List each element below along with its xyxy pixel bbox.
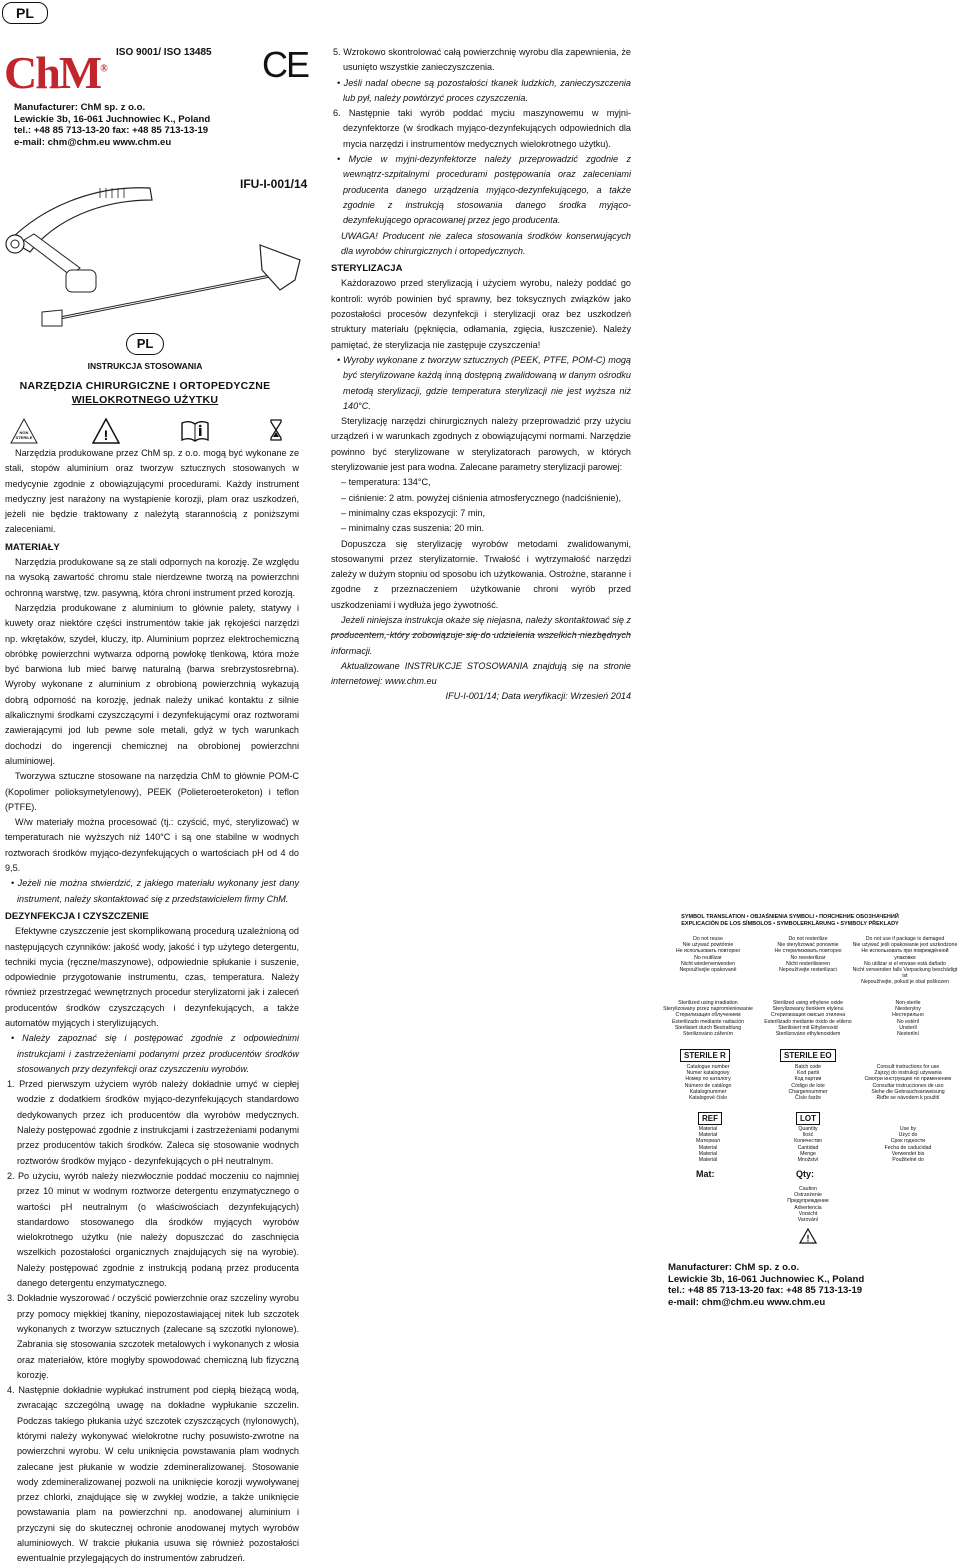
sterilization-paragraph-2: Sterylizację narzędzi chirurgicznych należy przeprowadzić przy użyciu urządzeń i w warunkach zgodnych z obowiązującymi normami. Narzędzie powinno być sterylizowane w sterylizatorach parowych, w których sterylizowanie jest para wodna. Zalecane parametry sterylizacji parowej: bbox=[331, 416, 631, 473]
lot-box: LOT bbox=[796, 1108, 820, 1126]
contact-paragraph: Jeżeli niniejsza instrukcja okaże się niejasna, należy skontaktować się z producentem, który zobowiązuje się do udzielenia wszelkich niezbędnych informacji. bbox=[331, 614, 631, 656]
manufacturer-block-footer: Manufacturer: ChM sp. z o.o. Lewickie 3b, 16-061 Juchnowiec K., Poland tel.: +48 85 713-13-20 fax: +48 85 713-13-19 e-mail: chm@chm.eu www.chm.eu bbox=[668, 1262, 865, 1308]
website-paragraph: Aktualizowane INSTRUKCJE STOSOWANIA znajdują się na stronie internetowej: www.chm.eu bbox=[331, 660, 631, 687]
instrument-illustration bbox=[0, 180, 320, 330]
step-5-note: • Jeśli nadal obecne są pozostałości tkanek ludzkich, zanieczyszczenia lub pył, należy powtórzyć proces czyszczenia. bbox=[337, 77, 631, 103]
svg-text:!: ! bbox=[806, 1233, 810, 1244]
right-column bbox=[331, 45, 631, 705]
warning-note: UWAGA! Producent nie zaleca stosowania środków konserwujących dla wyrobów chirurgicznych i ortopedycznych. bbox=[341, 230, 631, 256]
sterilization-paragraph-3: Dopuszcza się sterylizację wyrobów metodami zwalidowanymi, stosowanymi przez sterylizatornie. Trwałość i wytrzymałość narzędzi zależy w dużym stopniu od sposobu ich użytkowania. Ostrożne, staranne i zgodne z przeznaczeniem użytkowanie chroni wyrób przed uszkodzeniami i wydłuża jego żywotność. bbox=[331, 538, 631, 610]
symbol-quantity: Quantity Ilość Количество Cantidad Menge Množství bbox=[794, 1126, 822, 1164]
symbol-material: Material Materiał Материал Material Material Materiál bbox=[695, 1126, 721, 1164]
symbol-batch: Batch code Kod partii Код партии Código de lote Chargennummer Číslo šarže bbox=[788, 1064, 828, 1102]
symbol-irradiation: Sterilized using irradiation Sterylizowany przez napromieniowanie Стерилизация облучением Esterilizado mediante radiación Sterilisiert durch Bestrahlung Sterilizováno zářením bbox=[663, 1000, 753, 1038]
language-badge: PL bbox=[2, 2, 48, 24]
symbol-caution: Caution Ostrzeżenie Предупреждение Advertencia Vorsicht Varování bbox=[787, 1186, 829, 1224]
section-sterilization-heading: STERYLIZACJA bbox=[331, 263, 403, 275]
symbol-do-not-resterilize: Do not resterilize Nie sterylizować ponownie Не стерилизовать повторно No reesterilizar Nicht resterilisieren Nepoužívejte resterilizaci bbox=[774, 936, 842, 974]
materials-paragraph-1: Narzędzia produkowane są ze stali odpornych na korozję. Ze względu na wysoką zawartość chromu stale nierdzewne tworzą na powierzchni ochronną warstwę, tzw. pasywną, która chroni instrument przed korozją. bbox=[5, 557, 299, 598]
ifu-code: IFU-I-001/14 bbox=[240, 177, 308, 191]
consult-instructions-icon bbox=[180, 420, 210, 447]
intro-paragraph: Narzędzia produkowane przez ChM sp. z o.o. mogą być wykonane ze stali, stopów aluminium oraz tworzyw sztucznych stosowanych w medycynie zgodnie z obowiązującymi procedurami. Każdy instrument medyczny jest narażony na wystąpienie korozji, plam oraz uszkodzeń, jeżeli nie będzie traktowany z należytą starannością z poniższymi zaleceniami. bbox=[5, 448, 299, 535]
param-exposure: – minimalny czas ekspozycji: 7 min, bbox=[341, 507, 486, 518]
symbols-header: SYMBOL TRANSLATION • OBJAŚNIENIA SYMBOLI • ПОЯСНЕНИЕ ОБОЗНАЧЕНИЙ EXPLICACIÓN DE LOS SÍMBOLOS • SYMBOLERKLÄRUNG • SYMBOLY PŘEKLADY bbox=[681, 914, 899, 927]
document-subtitle: WIELOKROTNEGO UŻYTKU bbox=[71, 394, 219, 406]
param-temperature: – temperatura: 134°C, bbox=[341, 477, 431, 488]
symbol-ethylene-oxide: Sterilized using ethylene oxide Sterylizowany tlenkiem etylenu Стерилизация окисью этилена Esterilizado mediante óxido de etileno Sterilisiert mit Ethylenoxid Sterilizováno ethylenoxidem bbox=[764, 1000, 852, 1038]
non-sterile-icon: NON STERILE bbox=[10, 418, 38, 444]
step-3: 3. Dokładnie wyszorować / oczyścić powierzchnie oraz szczeliny wyrobu przy pomocy miękkiej tkaniny, niepozostawiającej nitek lub szczotek wykonanych z tworzyw sztucznych (zalecane są szczotki nylonowe). Zabrania się stosowania szczotek metalowych i wykonanych z włosia oraz materiałów, które mogłyby spowodować chemiczną lub fizyczną korozję. bbox=[7, 1293, 299, 1380]
manufacturer-block: Manufacturer: ChM sp. z o.o. Lewickie 3b, 16-061 Juchnowiec K., Poland tel.: +48 85 713-13-20 fax: +48 85 713-13-19 e-mail: chm@chm.eu www.chm.eu bbox=[14, 102, 211, 148]
footer-divider bbox=[331, 634, 631, 635]
instructions-label: INSTRUKCJA STOSOWANIA bbox=[87, 361, 203, 371]
mat-label: Mat: bbox=[696, 1169, 715, 1179]
ref-box: REF bbox=[698, 1108, 722, 1126]
disinfection-paragraph: Efektywne czyszczenie jest skomplikowaną procedurą uzależnioną od następujących czynników: jakość wody, jakość i typ użytego detergentu, techniki mycia (ręczne/maszynowe), odpowiednie spłukanie i suszenie, odpowiednie przygotowanie instrumentu, czas, temperatura. Należy również przestrzegać wewnętrznych procedur sterylizatorni jak i zaleceń producentów środków czyszczących i dezynfekujących, a także automatów myjących i sterylizujących. bbox=[5, 926, 299, 1028]
document-footer: IFU-I-001/14; Data weryfikacji: Wrzesień 2014 bbox=[445, 691, 631, 702]
svg-text:!: ! bbox=[103, 427, 109, 443]
symbol-consult: Consult instructions for use Zajrzyj do instrukcji używania Смотри инструкцию по применению Consultar instrucciones de uso Siehe die Gebrauchsanweisung Řiďte se návodem k použití bbox=[864, 1064, 952, 1102]
sterilization-note: • Wyroby wykonane z tworzyw sztucznych (PEEK, PTFE, POM-C) mogą być sterylizowane każdą inną dostępną zwalidowaną w danym ośrodku metodą sterylizacji, gdzie temperatura sterylizacji nie jest wyższa niż 140°C. bbox=[337, 354, 631, 411]
step-4: 4. Następnie dokładnie wypłukać instrument pod ciepłą bieżącą wodą, zwracając szczególną uwagę na dokładne wypłukanie szczelin. Podczas takiego płukania użyć szczotek czyszczących (nylonowych), którymi należy wykonywać wielokrotne ruchy posuwisto-zwrotne na powierzchni wyrobu. W celu uniknięcia powstawania plam wodnych zalecane jest płukanie w wodzie zdemineralizowanej. Stosowanie wody zdemineralizowanej pozwoli na uniknięcie korozji wywoływanej przez chlorki, znajdujące się w zwykłej wodzie, a także uniknięcie powstawania plam na powierzchni np. anodowanej aluminium i przyczyni się do skutecznej ochronie anodowanej mytych wyrobów aluminiowych. W trakcie płukania usuwa się również pozostałości ewentualnie przylegających do instrumentów zabrudzeń. bbox=[7, 1385, 299, 1564]
symbol-use-by: Use by Użyć do Срок годности Fecha de caducidad Verwendet bis Použitelné do bbox=[884, 1126, 932, 1164]
iso-certification: ISO 9001/ ISO 13485 bbox=[116, 47, 212, 58]
sterile-eo-box: STERILE EO bbox=[780, 1045, 836, 1063]
step-5: 5. Wzrokowo skontrolować całą powierzchnię wyrobu dla zapewnienia, że usunięto wszystkie zanieczyszczenia. bbox=[333, 47, 631, 73]
ce-mark: CE bbox=[262, 44, 309, 85]
symbol-catalog: Catalogue number Numer katalogowy Номер по каталогу Número de catálogo Katalognummer Katalogové číslo bbox=[684, 1064, 732, 1102]
materials-paragraph-3: Tworzywa sztuczne stosowane na narzędzia ChM to głównie POM-C (Kopolimer polioksymetylenowy), PEEK (Polieteroeteroketon) i teflon (PTFE). bbox=[5, 771, 299, 812]
materials-paragraph-2: Narzędzia produkowane z aluminium to głównie palety, statywy i kuwety oraz niektóre części instrumentów takie jak rękojeści narzędzi np. wkrętaków, szydeł, kluczy, itp. Aluminium poprzez elektrochemiczną obróbkę powierzchni wytwarza odporną powłokę tlenkową, która może być barwiona lub mieć barwę naturalną (barwa srebrzystosrebrna). Wyroby wykonane z aluminium z obrobioną powierzchnią wykazują dobrą odporność na korozję, jednak należy unikać kontaktu z silnie alkalicznymi środkami czyszczącymi i dezynfekującymi oraz roztworami zawierającymi jod lub pewne sole metali, gdyż w tych warunkach dochodzi do ingerencji chemicznej na obrobionej powierzchni aluminiowej. bbox=[5, 602, 299, 766]
document-title: NARZĘDZIA CHIRURGICZNE I ORTOPEDYCZNE bbox=[19, 380, 271, 392]
step-6: 6. Następnie taki wyrób poddać myciu maszynowemu w myjni-dezynfektorze (w środkach myjąco-dezynfekujących odpowiednich dla mycia narzędzi i instrumentów medycznych wielokrotnego użytku). bbox=[333, 108, 631, 149]
materials-note: • Jeżeli nie można stwierdzić, z jakiego materiału wykonany jest dany instrument, należy skontaktować się z przedstawicielem firmy ChM. bbox=[11, 878, 299, 904]
language-circle: PL bbox=[126, 333, 164, 355]
symbol-non-sterile: Non-sterile Niesterylny Нестерильно No estéril Unsteril Nesterilní bbox=[892, 1000, 924, 1038]
hourglass-icon bbox=[270, 419, 282, 446]
sterile-r-box: STERILE R bbox=[680, 1045, 730, 1063]
step-1: 1. Przed pierwszym użyciem wyrób należy dokładnie umyć w ciepłej wodzie z dodatkiem środków myjąco-dezynfekujących standardowo dedykowanych przez ich producentów dla wyrobów medycznych. Należy postępować zgodnie z instrukcjami i zastrzeżeniami podanymi przez producentów takich środków. Zaleca się stosowanie wodnych roztworów środków myjąco - dezynfekujących o pH neutralnym. bbox=[7, 1079, 299, 1166]
caution-triangle-icon bbox=[799, 1228, 817, 1249]
symbol-package-damaged: Do not use if package is damaged Nie używać jeśli opakowanie jest uszkodzone Не использовать при повреждённой упаковке No utilizar si el envase está dañado Nicht verwenden falls Verpackung beschädigt ist Nepoužívejte, pokud je obal poškozen bbox=[852, 936, 958, 986]
step-2: 2. Po użyciu, wyrób należy niezwłocznie poddać moczeniu co najmniej przez 10 minut w wodnym roztworze detergentu enzymatycznego o wartości pH neutralnym (o właściwościach dezynfekujących) standardowo stosowanego dla środków myjących wyrobów wielokrotnego użytku (nie należy dopuszczać do zaschnięcia wszelkich pozostałości organicznych znajdujących się na wyrobie). Należy postępować zgodnie z instrukcją podaną przez producenta danego detergentu enzymatycznego. bbox=[7, 1170, 299, 1289]
step-6-note: • Mycie w myjni-dezynfektorze należy przeprowadzić zgodnie z wewnątrz-szpitalnymi procedurami postępowania oraz zaleceniami producenta danego urządzenia myjąco-dezynfekującego, a także zgodnie z instrukcją stosowania danego środka myjąco-dezynfekującego opracowanej przez jego producenta. bbox=[337, 154, 631, 226]
sterilization-paragraph-1: Każdorazowo przed sterylizacją i użyciem wyrobu, należy poddać go kontroli: wyrób powinien być sprawny, bez toksycznych związków jako pozostałości procesów dezynfekcji i sterylizacji oraz bez uszkodzeń struktury materiału (pęknięcia, odłamania, zgięcia, łuszczenie). Należy pamiętać, że sterylizacja nie zastępuje czyszczenia! bbox=[331, 278, 631, 350]
section-disinfection-heading: DEZYNFEKCJA I CZYSZCZENIE bbox=[5, 910, 149, 922]
chm-logo: ChM® bbox=[4, 47, 106, 98]
param-drying: – minimalny czas suszenia: 20 min. bbox=[341, 523, 485, 534]
param-pressure: – ciśnienie: 2 atm. powyżej ciśnienia atmosferycznego (nadciśnienie), bbox=[341, 492, 622, 503]
qty-label: Qty: bbox=[796, 1169, 814, 1179]
section-materials-heading: MATERIAŁY bbox=[5, 541, 60, 553]
caution-icon bbox=[92, 418, 120, 449]
symbol-do-not-reuse: Do not reuse Nie używać powtórnie Не использовать повторно No reutilizar Nicht wiederverwenden Nepoužívejte opakovaně bbox=[675, 936, 741, 974]
left-column bbox=[5, 446, 299, 1567]
disinfection-note: • Należy zapoznać się i postępować zgodnie z odpowiednimi instrukcjami i zastrzeżeniami podanymi przez producentów środków stosowanych przy dezynfekcji oraz czyszczeniu wyrobów. bbox=[11, 1033, 299, 1074]
materials-paragraph-4: W/w materiały można procesować (tj.: czyścić, myć, sterylizować) w temperaturach nie wyższych niż 140°C i są one stabilne w wodnych roztworach środków myjąco-dezynfekujących o wartościach pH od 4 do 9,5. bbox=[5, 817, 299, 874]
